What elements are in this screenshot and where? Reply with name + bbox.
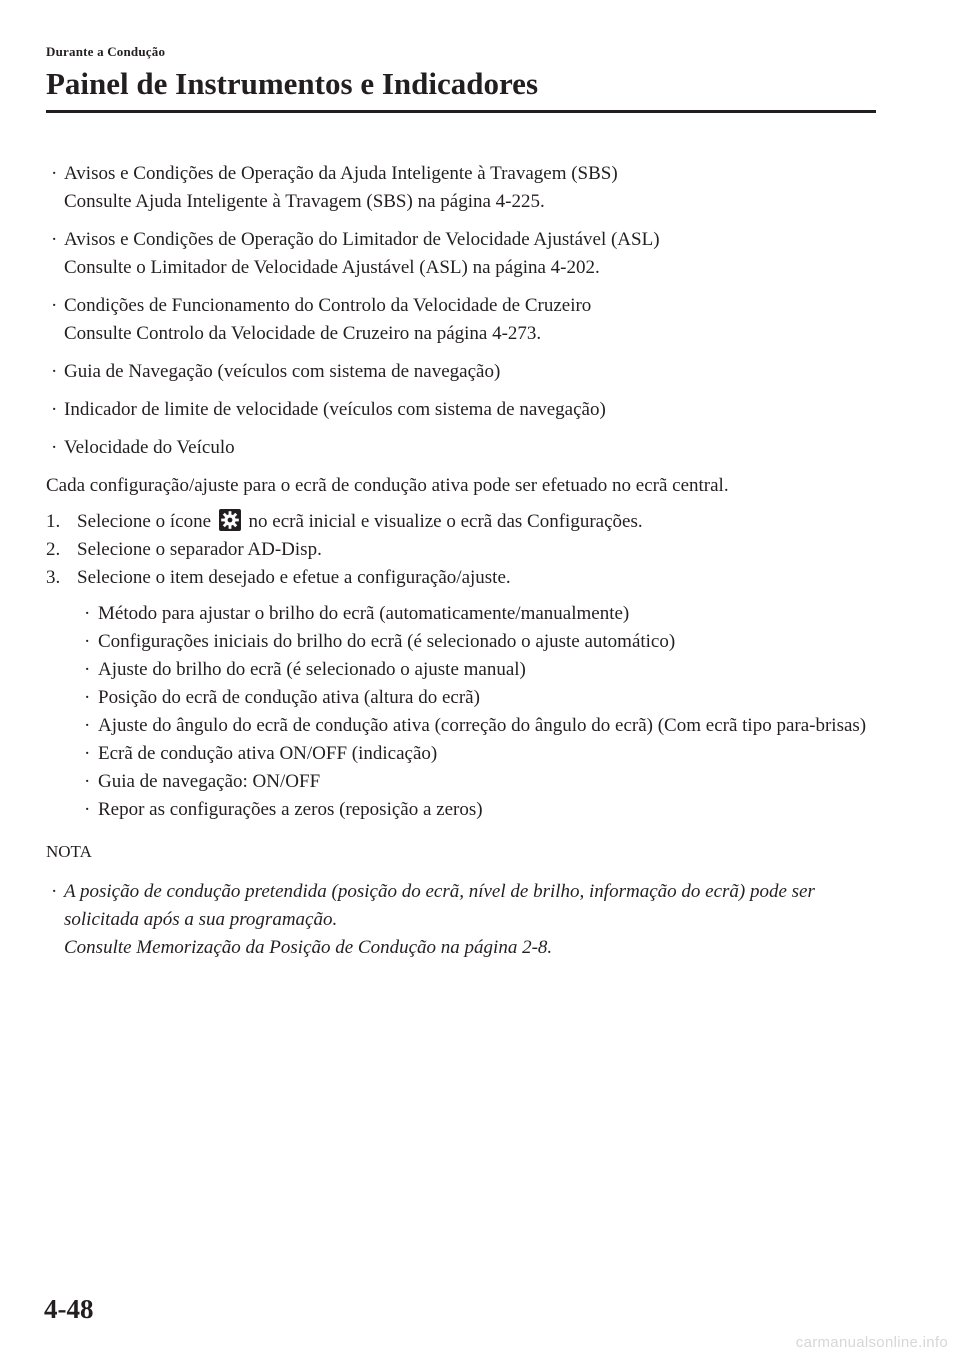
bullet-dot: · xyxy=(84,659,91,680)
bullet-item xyxy=(46,160,876,216)
step-number: 1. xyxy=(46,511,61,532)
steps-list xyxy=(46,508,876,592)
step-item xyxy=(46,508,876,536)
bullet-reference: Consulte o Limitador de Velocidade Ajustável (ASL) na página 4-202. xyxy=(64,257,600,278)
watermark: carmanualsonline.info xyxy=(795,1334,948,1351)
bullet-dot: · xyxy=(84,715,91,736)
bullet-item xyxy=(46,292,876,348)
bullet-dot: · xyxy=(84,687,91,708)
settings-item-text: Configurações iniciais do brilho do ecrã (é selecionado o ajuste automático) xyxy=(98,631,676,652)
step-number: 2. xyxy=(46,539,61,560)
step-item xyxy=(46,536,876,564)
bullet-text: Condições de Funcionamento do Controlo da Velocidade de Cruzeiro xyxy=(64,295,592,316)
page-content xyxy=(46,160,876,962)
section-label: Durante a Condução xyxy=(46,44,166,59)
bullet-item xyxy=(46,434,876,462)
intro-paragraph: Cada configuração/ajuste para o ecrã de condução ativa pode ser efetuado no ecrã central. xyxy=(46,475,729,496)
settings-item xyxy=(46,796,876,824)
bullet-dot: · xyxy=(51,163,58,184)
bullet-text: Indicador de limite de velocidade (veículos com sistema de navegação) xyxy=(64,399,606,420)
settings-item-text: Método para ajustar o brilho do ecrã (automaticamente/manualmente) xyxy=(98,603,630,624)
step-text-after-icon: no ecrã inicial e visualize o ecrã das Configurações. xyxy=(248,511,643,532)
settings-item-text: Posição do ecrã de condução ativa (altura do ecrã) xyxy=(98,687,480,708)
bullet-text: Avisos e Condições de Operação do Limitador de Velocidade Ajustável (ASL) xyxy=(64,229,660,250)
page-number: 4-48 xyxy=(44,1294,94,1324)
settings-item xyxy=(46,684,876,712)
note-reference: Consulte Memorização da Posição de Condução na página 2-8. xyxy=(64,937,553,958)
bullet-dot: · xyxy=(84,603,91,624)
note-text: A posição de condução pretendida (posição do ecrã, nível de brilho, informação do ecrã) pode ser solicitada após a sua programação. xyxy=(64,881,815,930)
settings-item xyxy=(46,740,876,768)
bullet-dot: · xyxy=(84,631,91,652)
bullet-item xyxy=(46,358,876,386)
bullet-dot: · xyxy=(51,295,58,316)
settings-item-text: Repor as configurações a zeros (reposição a zeros) xyxy=(98,799,483,820)
page-title: Painel de Instrumentos e Indicadores xyxy=(46,66,539,101)
step-number: 3. xyxy=(46,567,61,588)
bullet-dot: · xyxy=(84,743,91,764)
note-block xyxy=(46,878,876,962)
settings-item-text: Ajuste do ângulo do ecrã de condução ativa (correção do ângulo do ecrã) (Com ecrã tipo para-brisas) xyxy=(98,715,867,736)
title-rule xyxy=(46,110,876,113)
settings-items-list xyxy=(46,600,876,824)
settings-item xyxy=(46,768,876,796)
bullet-item xyxy=(46,396,876,424)
bullet-reference: Consulte Ajuda Inteligente à Travagem (SBS) na página 4-225. xyxy=(64,191,545,212)
settings-item xyxy=(46,712,876,740)
note-label: NOTA xyxy=(46,842,92,861)
bullet-dot: · xyxy=(51,399,58,420)
bullet-item xyxy=(46,226,876,282)
step-text: Selecione o item desejado e efetue a configuração/ajuste. xyxy=(77,567,511,588)
bullet-dot: · xyxy=(51,881,58,902)
settings-item xyxy=(46,628,876,656)
bullet-dot: · xyxy=(51,229,58,250)
step-text-before-icon: Selecione o ícone xyxy=(77,511,212,532)
bullet-dot: · xyxy=(84,771,91,792)
bullet-reference: Consulte Controlo da Velocidade de Cruzeiro na página 4-273. xyxy=(64,323,542,344)
settings-item-text: Ecrã de condução ativa ON/OFF (indicação) xyxy=(98,743,438,764)
settings-item-text: Ajuste do brilho do ecrã (é selecionado o ajuste manual) xyxy=(98,659,526,680)
bullet-text: Velocidade do Veículo xyxy=(64,437,235,458)
bullet-text: Guia de Navegação (veículos com sistema de navegação) xyxy=(64,361,501,382)
settings-item xyxy=(46,600,876,628)
settings-item-text: Guia de navegação: ON/OFF xyxy=(98,771,321,792)
bullet-text: Avisos e Condições de Operação da Ajuda Inteligente à Travagem (SBS) xyxy=(64,163,618,184)
step-item xyxy=(46,564,876,592)
settings-item xyxy=(46,656,876,684)
bullet-dot: · xyxy=(51,361,58,382)
gear-icon xyxy=(218,508,242,532)
bullet-dot: · xyxy=(51,437,58,458)
step-text: Selecione o separador AD-Disp. xyxy=(77,539,322,560)
bullet-dot: · xyxy=(84,799,91,820)
